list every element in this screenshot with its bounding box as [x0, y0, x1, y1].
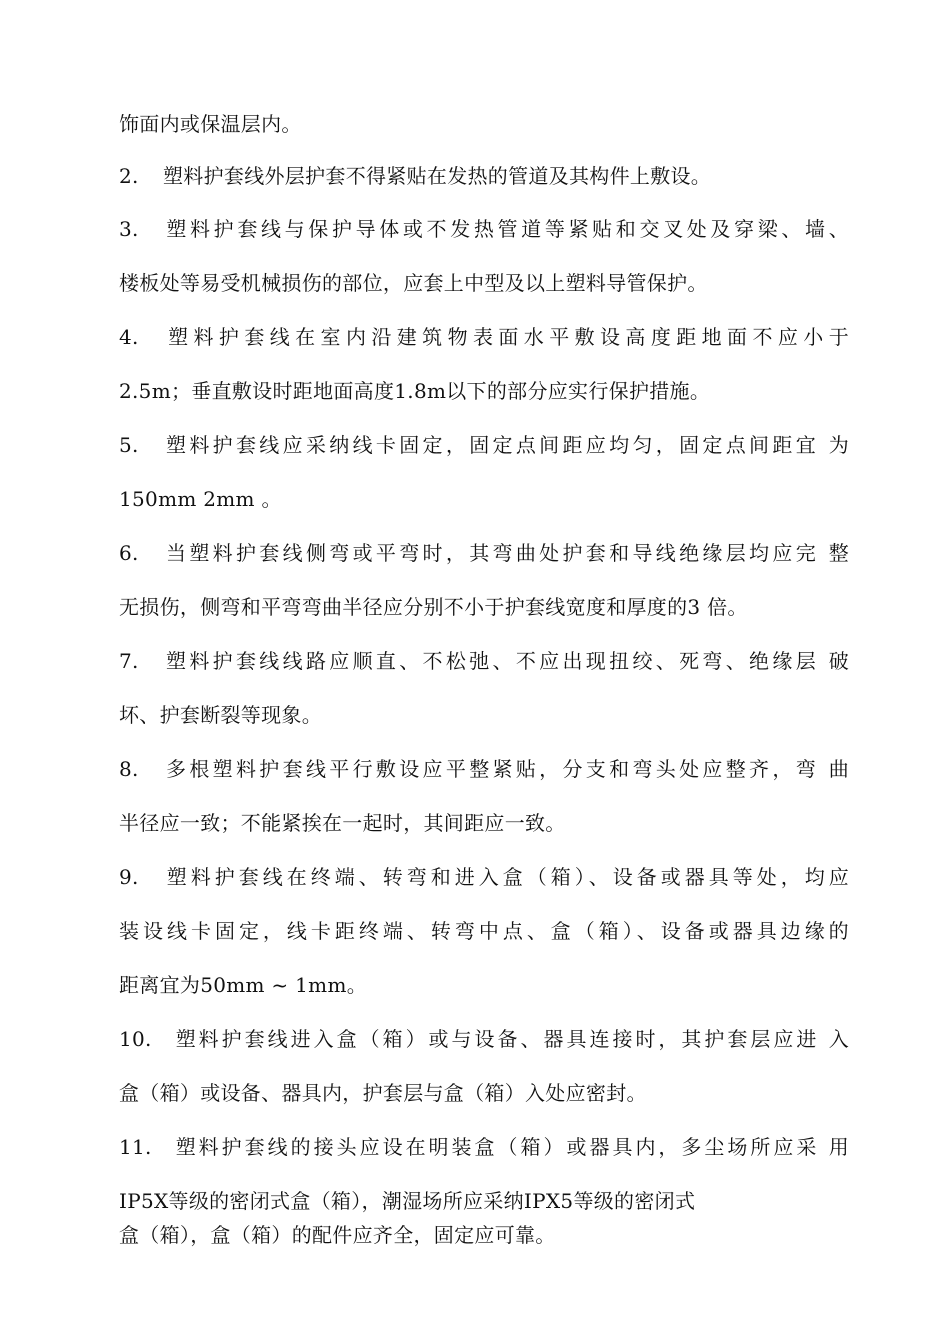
line-text: 坏、护套断裂等现象。 — [119, 703, 322, 727]
list-item-5 — [119, 431, 849, 459]
text-line — [119, 917, 849, 945]
text-line — [119, 1079, 849, 1107]
item-number: 6. — [119, 541, 139, 565]
line-text: 装设线卡固定，线卡距终端、转弯中点、盒（箱）、设备或器具边缘的 — [119, 919, 849, 943]
item-number: 10. — [119, 1027, 152, 1051]
line-text: 半径应一致；不能紧挨在一起时，其间距应一致。 — [119, 811, 566, 835]
line-text: 塑料护套线的接头应设在明装盒（箱）或器具内，多尘场所应采 用 — [173, 1135, 849, 1159]
item-number: 9. — [119, 865, 139, 889]
list-item-3 — [119, 215, 849, 243]
list-item-2 — [119, 162, 849, 190]
line-text: 塑料护套线外层护套不得紧贴在发热的管道及其构件上敷设。 — [163, 164, 712, 188]
text-line — [119, 701, 849, 729]
item-number: 3. — [119, 217, 139, 241]
item-number: 2. — [119, 164, 139, 188]
list-item-9 — [119, 863, 849, 891]
text-line — [119, 1187, 849, 1215]
line-text: 塑料护套线进入盒（箱）或与设备、器具连接时，其护套层应进 入 — [173, 1027, 849, 1051]
line-text: 距离宜为50mm ~ 1mm。 — [119, 973, 368, 997]
item-number: 4. — [119, 325, 139, 349]
item-number: 8. — [119, 757, 139, 781]
line-text: 塑料护套线在室内沿建筑物表面水平敷设高度距地面不应小于 — [163, 325, 849, 349]
text-line — [119, 593, 849, 621]
item-number: 11. — [119, 1135, 152, 1159]
text-line — [119, 269, 849, 297]
text-line — [119, 971, 849, 999]
text-line — [119, 377, 849, 405]
line-text: 塑料护套线在终端、转弯和进入盒（箱）、设备或器具等处，均应 — [163, 865, 849, 889]
list-item-8 — [119, 755, 849, 783]
line-text: 150mm 2mm 。 — [119, 487, 282, 511]
list-item-4 — [119, 323, 849, 351]
line-text: IP5X等级的密闭式盒（箱），潮湿场所应采纳IPX5等级的密闭式 — [119, 1189, 696, 1213]
line-text: 无损伤，侧弯和平弯弯曲半径应分别不小于护套线宽度和厚度的3 倍。 — [119, 595, 748, 619]
list-item-7 — [119, 647, 849, 675]
line-text: 塑料护套线线路应顺直、不松弛、不应出现扭绞、死弯、绝缘层 破 — [163, 649, 849, 673]
list-item-6 — [119, 539, 849, 567]
line-text: 盒（箱），盒（箱）的配件应齐全，固定应可靠。 — [119, 1223, 556, 1247]
line-text: 饰面内或保温层内。 — [119, 112, 302, 136]
line-text: 当塑料护套线侧弯或平弯时，其弯曲处护套和导线绝缘层均应完 整 — [163, 541, 849, 565]
text-line — [119, 809, 849, 837]
line-text: 2.5m；垂直敷设时距地面高度1.8m以下的部分应实行保护措施。 — [119, 379, 711, 403]
line-text: 塑料护套线与保护导体或不发热管道等紧贴和交叉处及穿梁、墙、 — [163, 217, 849, 241]
list-item-11 — [119, 1133, 849, 1161]
item-number: 5. — [119, 433, 139, 457]
list-item-10 — [119, 1025, 849, 1053]
line-text: 塑料护套线应采纳线卡固定，固定点间距应均匀，固定点间距宜 为 — [163, 433, 849, 457]
text-line — [119, 110, 849, 138]
text-line — [119, 1221, 849, 1249]
line-text: 盒（箱）或设备、器具内，护套层与盒（箱）入处应密封。 — [119, 1081, 647, 1105]
item-number: 7. — [119, 649, 139, 673]
text-line — [119, 485, 849, 513]
line-text: 楼板处等易受机械损伤的部位，应套上中型及以上塑料导管保护。 — [119, 271, 708, 295]
line-text: 多根塑料护套线平行敷设应平整紧贴，分支和弯头处应整齐，弯 曲 — [163, 757, 849, 781]
